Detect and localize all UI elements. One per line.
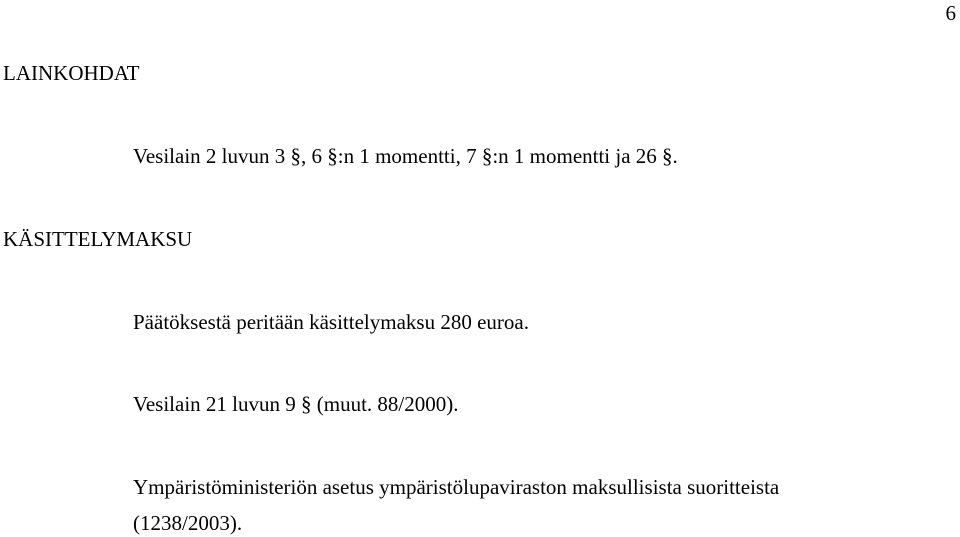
legal-provisions-text: Vesilain 2 luvun 3 §, 6 §:n 1 momentti, 7 §:n 1 momentti ja 26 §.	[133, 144, 678, 168]
water-act-reference: Vesilain 21 luvun 9 § (muut. 88/2000).	[133, 392, 459, 416]
page-number: 6	[945, 1, 956, 25]
processing-fee-text: Päätöksestä peritään käsittelymaksu 280 euroa.	[133, 310, 529, 334]
section-heading-kasittelymaksu: KÄSITTELYMAKSU	[3, 227, 193, 251]
decree-reference-line-2: (1238/2003).	[133, 511, 243, 535]
section-heading-lainkohdat: LAINKOHDAT	[3, 61, 140, 85]
decree-reference-line-1: Ympäristöministeriön asetus ympäristölupaviraston maksullisista suoritteista	[133, 475, 780, 499]
